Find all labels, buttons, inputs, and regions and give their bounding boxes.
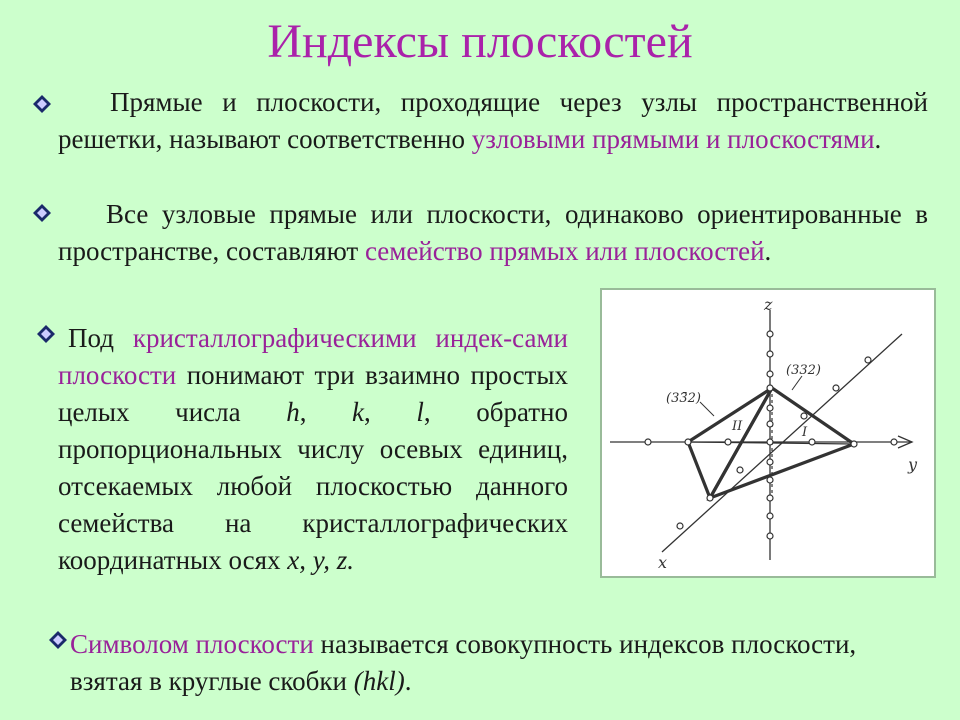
crystal-planes-figure [600, 288, 936, 578]
p3-text2: понимают три взаимно простых целых числа [58, 360, 568, 427]
hkl-symbol: (hkl) [353, 666, 405, 696]
diamond-bullet-icon [48, 630, 68, 650]
p4-text: называется совокупность индексов плоскости, взятая в круглые скобки [70, 629, 857, 696]
p3-text: Под [68, 323, 133, 353]
axes-xyz: x, y, z. [287, 545, 355, 575]
plane-332-label: (332) [786, 363, 821, 378]
p1-text: Прямые и плоскости, проходящие через узлы пространственной решетки, называют соответственно [58, 87, 928, 154]
paragraph-indices [58, 320, 568, 579]
p1-end: . [874, 124, 882, 154]
p3-sep2: , [364, 397, 417, 427]
p1-highlight: узловыми прямыми и плоскостями [471, 124, 875, 154]
p4-end: . [404, 666, 412, 696]
p3-highlight: кристаллографическими индек-сами плоскости [58, 323, 568, 390]
axis-z-label: z [764, 295, 773, 314]
p2-text: Все узловые прямые или плоскости, одинаково ориентированные в пространстве, составляют [58, 199, 928, 266]
p2-highlight: семейство прямых или плоскостей [364, 236, 765, 266]
diamond-bullet-icon [32, 203, 52, 223]
plane-II-label: II [732, 419, 743, 434]
diamond-bullet-icon [32, 94, 52, 114]
paragraph-family [58, 196, 928, 270]
plane-332bar-label: (33̄2) [666, 391, 701, 406]
paragraph-symbol [70, 626, 870, 700]
p2-end: . [764, 236, 772, 266]
p3-text3: , обратно пропорциональных числу осевых единиц, отсекаемых любой плоскостью данного семейства на кристаллографических координатных осях [58, 397, 568, 575]
crystal-lattice-diagram [602, 290, 934, 576]
axis-x-label: x [658, 553, 668, 572]
index-l: l [416, 397, 424, 427]
paragraph-nodal-lines [58, 84, 928, 158]
p4-highlight: Символом плоскости [70, 629, 314, 659]
p3-sep1: , [299, 397, 353, 427]
index-h: h [286, 397, 300, 427]
plane-I-label: I [802, 425, 808, 440]
diamond-bullet-icon [36, 324, 56, 344]
index-k: k [352, 397, 365, 427]
axis-y-label: y [908, 455, 918, 474]
page-title: Индексы плоскостей [267, 15, 693, 68]
